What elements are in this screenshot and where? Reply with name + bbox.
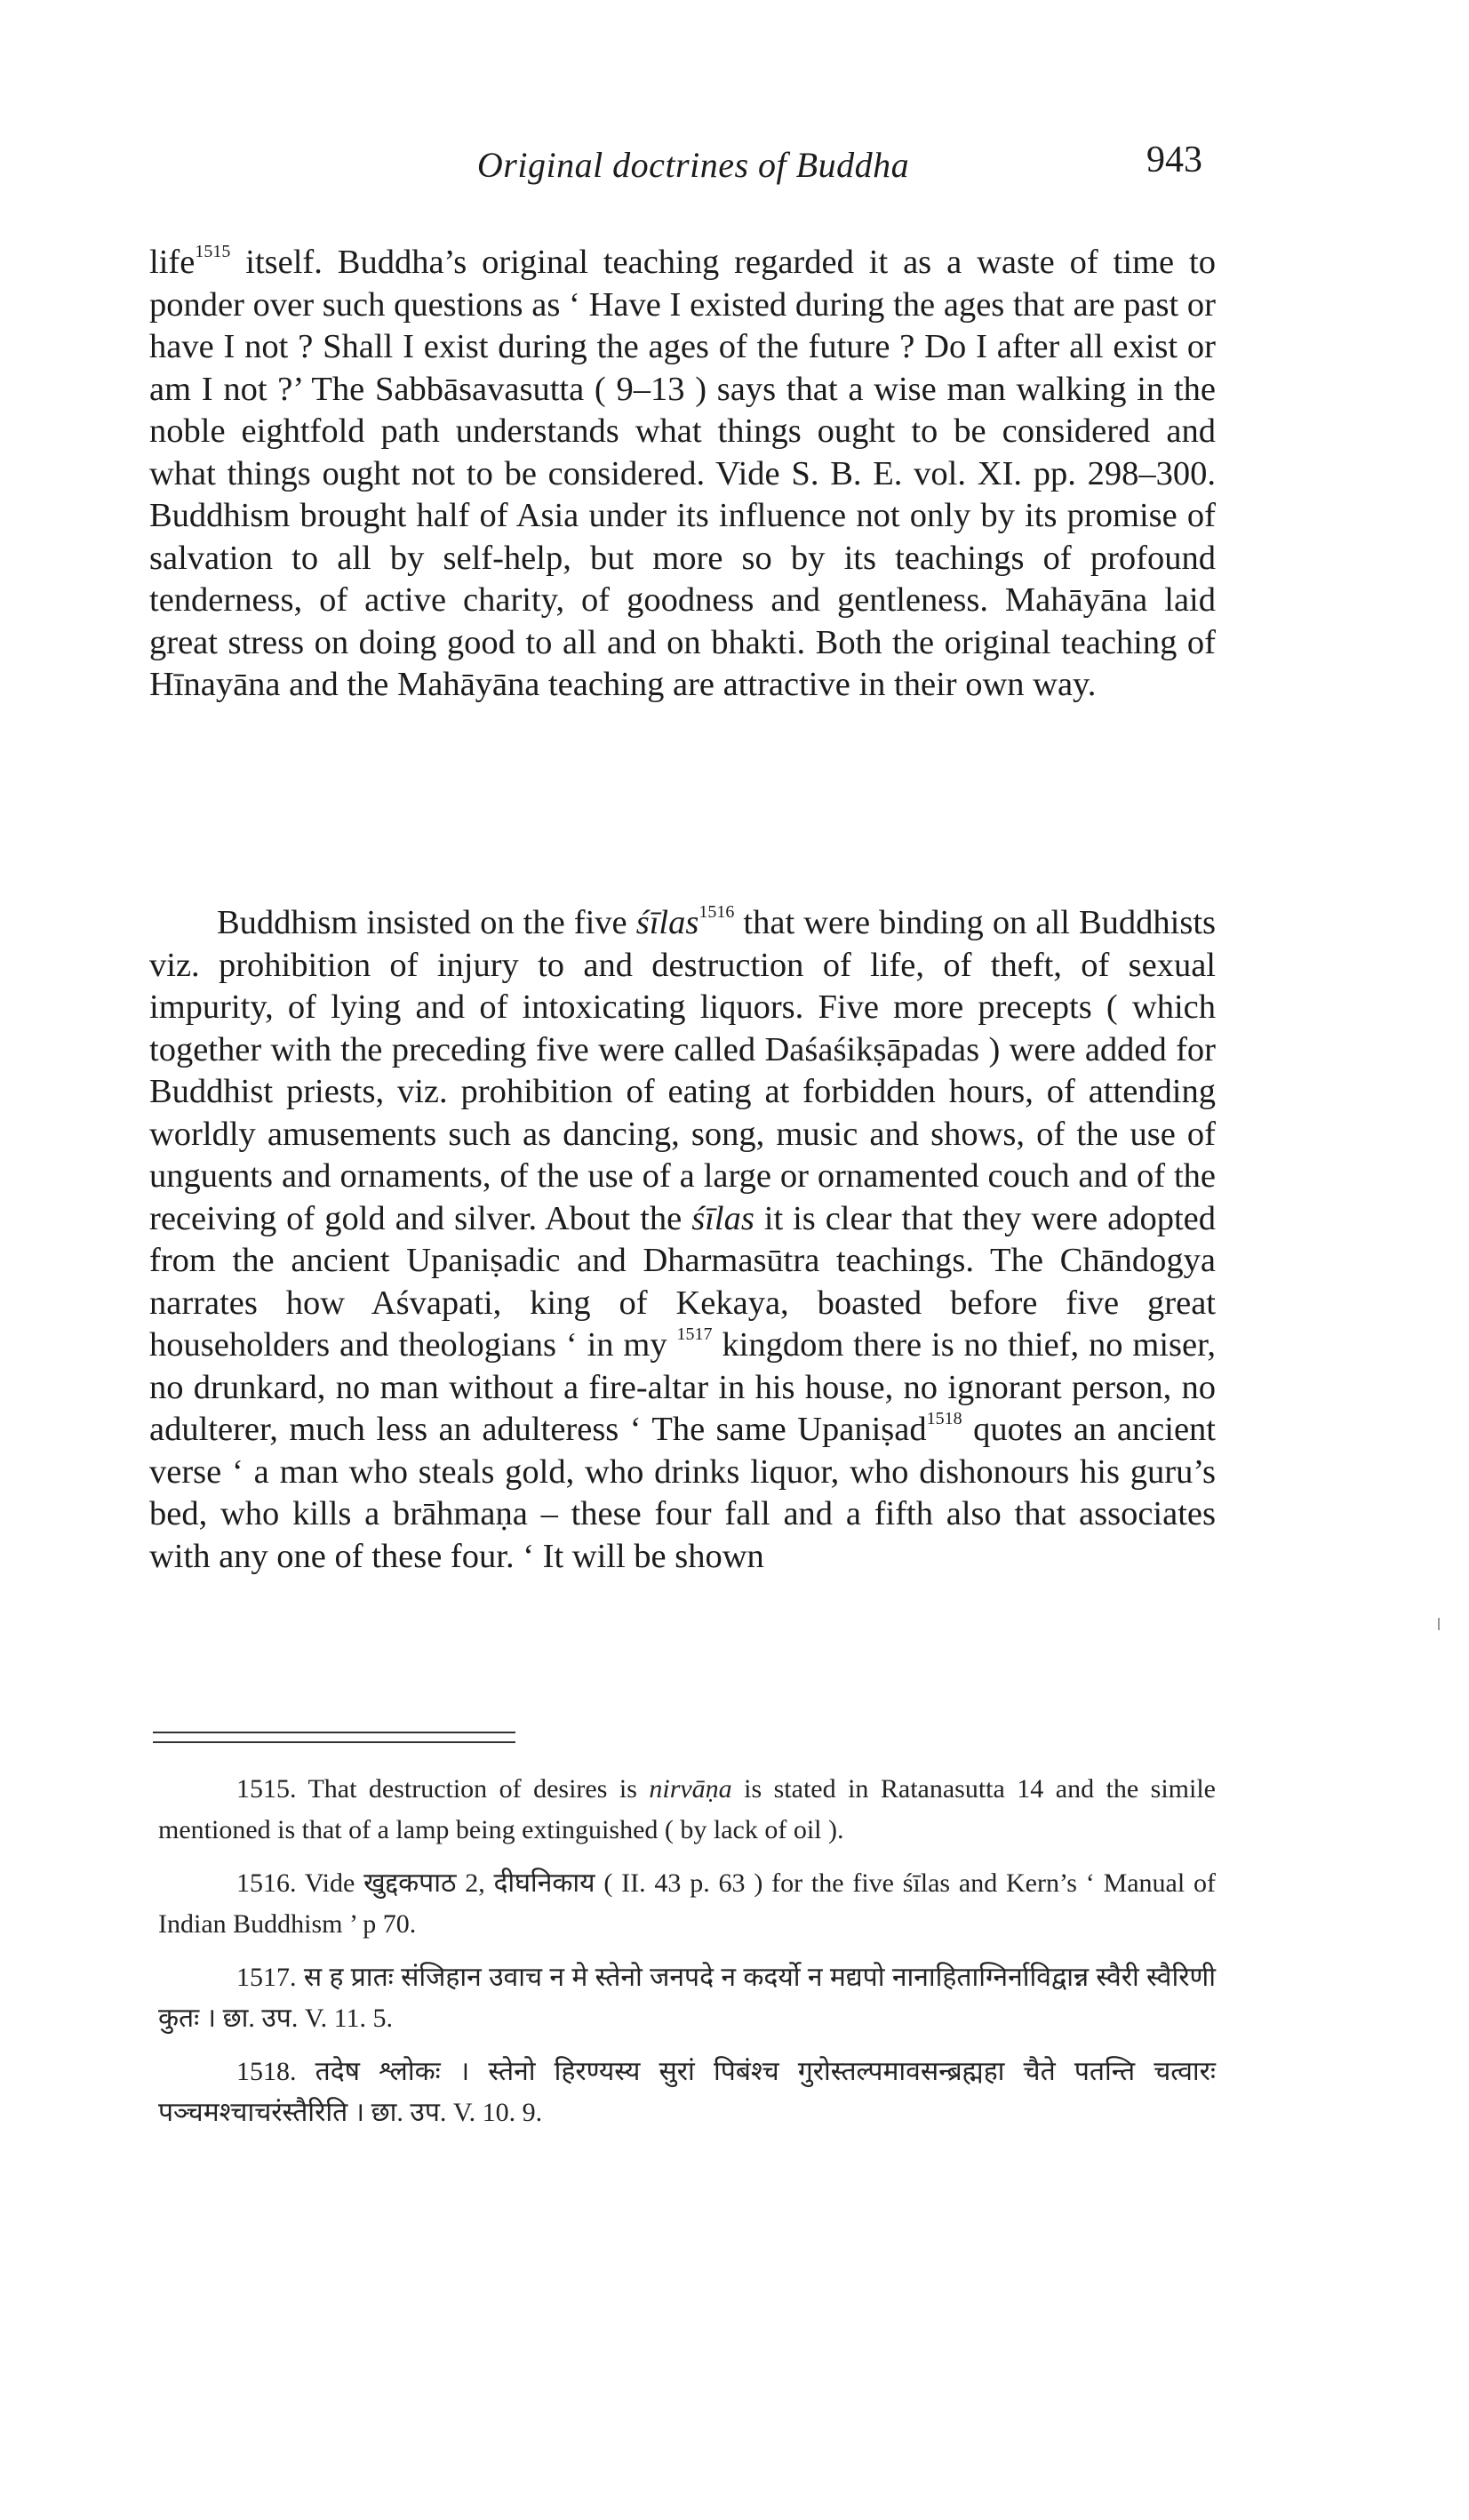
footnote-text: is stated in Ratanasutta 14 and the simile mentioned is that of a lamp being extinguished ( by lack of oil ). [158, 1774, 1216, 1844]
footnote-1515 [158, 1769, 1216, 1851]
footnote-text: स ह प्रातः संजिहान उवाच न मे स्तेनो जनपदे न कदर्यो न मद्यपो नानाहिताग्निर्नाविद्वान्न स्वैरी स्वैरिणी कुतः । छा. उप. V. 11. 5. [158, 1963, 1216, 2033]
footnote-1518 [158, 2052, 1216, 2133]
footnote-number: 1517. [236, 1963, 297, 1992]
footnote-ref-1518[interactable]: 1518 [926, 1409, 962, 1428]
footnote-ref-1516[interactable]: 1516 [699, 902, 735, 922]
body-paragraph-1 [149, 242, 1216, 707]
term-silas: śīlas [635, 904, 699, 941]
text-run: Buddhism insisted on the five [217, 904, 636, 941]
running-title: Original doctrines of Buddha [476, 145, 910, 185]
footnote-number: 1515. [236, 1774, 297, 1804]
footnote-text: That destruction of desires is [307, 1774, 650, 1804]
page-number: 943 [1146, 140, 1202, 180]
footnote-number: 1516. [236, 1868, 297, 1898]
text-run: that were binding on all Buddhists viz. prohibition of injury to and destruction of life, of theft, of sexual impurity, of lying and of intoxicating liquors. Five more precepts ( which together with the preceding five were called Daśaśikṣāpadas ) were added for Buddhist priests, viz. prohibition of eating at forbidden hours, of attending worldly amusements such as dancing, song, music and shows, of the use of unguents and ornaments, of the use of a large or ornamented couch and of the receiving of gold and silver. About the [149, 904, 1216, 1237]
footnote-ref-1515[interactable]: 1515 [195, 242, 231, 261]
footnote-1517 [158, 1957, 1216, 2039]
text-run: it is clear that they were adopted from the ancient Upaniṣadic and Dharmasūtra teachings. The Chāndogya narrates how Aśvapati, king of Kekaya, boasted before five great householders and theologians ‘ in my [149, 1199, 1216, 1364]
footnote-divider [153, 1732, 515, 1743]
body-paragraph-2 [149, 902, 1216, 1578]
text-run: quotes an ancient verse ‘ a man who steals gold, who drinks liquor, who dishonours his guru’s bed, who kills a brāhmaṇa – these four fall and a fifth also that associates with any one of these four. ‘ It will be shown [149, 1411, 1216, 1575]
text-run: itself. Buddha’s original teaching regarded it as a waste of time to ponder over such questions as ‘ Have I existed during the ages that are past or have I not ? Shall I exist during the ages of the future ? Do I after all exist or am I not ?’ The Sabbāsavasutta ( 9–13 ) says that a wise man walking in the noble eightfold path understands what things ought to be considered and what things ought not to be considered. Vide S. B. E. vol. XI. pp. 298–300. Buddhism brought half of Asia under its influence not only by its promise of salvation to all by self-help, but more so by its teachings of profound tenderness, of active charity, of goodness and gentleness. Mahāyāna laid great stress on doing good to all and on bhakti. Both the original teaching of Hīnayāna and the Mahāyāna teaching are attractive in their own way. [149, 244, 1216, 703]
footnote-text: Vide खुद्दकपाठ 2, दीघनिकाय ( II. 43 p. 63 ) for the five śīlas and Kern’s ‘ Manual of Indian Buddhism ’ p 70. [158, 1868, 1216, 1939]
footnotes [158, 1769, 1216, 2146]
footnote-ref-1517[interactable]: 1517 [676, 1324, 713, 1344]
footnote-text: तदेष श्लोकः । स्तेनो हिरण्यस्य सुरां पिबंश्च गुरोस्तल्पमावसन्ब्रह्महा चैते पतन्ति चत्वारः पञ्चमश्चाचरंस्तैरिति । छा. उप. V. 10. 9. [158, 2057, 1216, 2127]
term-silas: śīlas [691, 1199, 754, 1237]
footnote-number: 1518. [236, 2057, 297, 2086]
term-nirvana: nirvāṇa [649, 1774, 732, 1804]
footnote-1516 [158, 1863, 1216, 1945]
margin-mark [1438, 1618, 1440, 1630]
text-run: kingdom there is no thief, no miser, no drunkard, no man without a fire-altar in his house, no ignorant person, no adulterer, much less an adulteress ‘ The same Upaniṣad [149, 1326, 1217, 1448]
text-run: life [149, 244, 196, 281]
